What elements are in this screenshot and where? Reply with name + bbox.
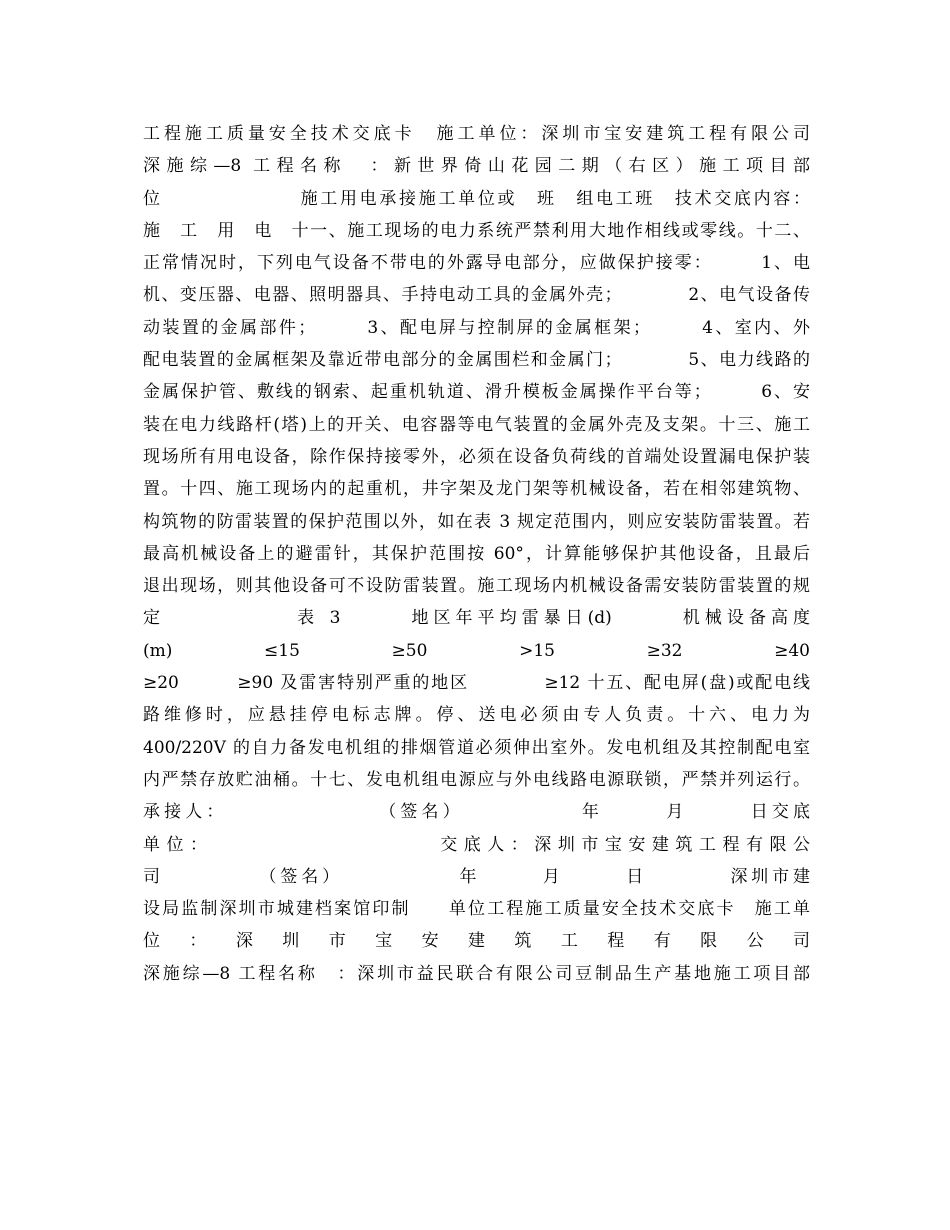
text-line: 设局监制深圳市城建档案馆印制 单位工程施工质量安全技术交底卡 施工单: [143, 899, 810, 920]
text-line: 装在电力线路杆(塔)上的开关、电容器等电气装置的金属外壳及支架。十三、施工: [143, 414, 810, 435]
text-line: 退出现场，则其他设备可不设防雷装置。施工现场内机械设备需安装防雷装置的规: [143, 576, 810, 597]
text-line: 动装置的金属部件； 3、配电屏与控制屏的金属框架； 4、室内、外: [143, 317, 810, 338]
text-line: 工程施工质量安全技术交底卡 施工单位：深圳市宝安建筑工程有限公司: [143, 124, 810, 144]
text-line: 金属保护管、敷线的钢索、起重机轨道、滑升模板金属操作平台等； 6、安: [143, 382, 810, 403]
text-line: 施 工 用 电 十一、施工现场的电力系统严禁利用大地作相线或零线。十二、: [143, 220, 810, 241]
text-line: 位 施工用电承接施工单位或 班 组电工班 技术交底内容：: [143, 188, 810, 209]
text-line: 最高机械设备上的避雷针，其保护范围按 60°，计算能够保护其他设备，且最后: [143, 543, 810, 564]
text-line: 位：深圳市宝安建筑工程有限公司: [143, 931, 810, 952]
text-line: 构筑物的防雷装置的保护范围以外，如在表 3 规定范围内，则应安装防雷装置。若: [143, 511, 810, 532]
text-line: 承接人： （签名） 年 月 日交底: [143, 802, 810, 823]
text-line: 内严禁存放贮油桶。十七、发电机组电源应与外电线路电源联锁，严禁并列运行。: [143, 769, 810, 790]
text-line: 机、变压器、电器、照明器具、手持电动工具的金属外壳； 2、电气设备传: [143, 285, 810, 306]
text-line: 司 （签名） 年 月 日 深圳市建: [143, 866, 810, 887]
text-line: 400/220V 的自力备发电机组的排烟管道必须伸出室外。发电机组及其控制配电室: [143, 737, 810, 758]
text-line: 现场所有用电设备，除作保持接零外，必须在设备负荷线的首端处设置漏电保护装: [143, 446, 810, 467]
text-line: (m) ≤15 ≥50 >15 ≥32 ≥40: [143, 640, 810, 661]
text-line: 定 表 3 地区年平均雷暴日(d) 机械设备高度: [143, 608, 810, 629]
text-line: 单位： 交底人：深圳市宝安建筑工程有限公: [143, 834, 810, 855]
text-line: 深施综—8 工程名称 ：深圳市益民联合有限公司豆制品生产基地施工项目部: [143, 963, 810, 984]
body-text: [143, 118, 810, 990]
text-line: 配电装置的金属框架及靠近带电部分的金属围栏和金属门； 5、电力线路的: [143, 350, 810, 371]
text-line: 路维修时，应悬挂停电标志牌。停、送电必须由专人负责。十六、电力为: [143, 705, 810, 726]
text-line: 置。十四、施工现场内的起重机，井字架及龙门架等机械设备，若在相邻建筑物、: [143, 479, 810, 500]
text-line: 深施综—8 工程名称 ：新世界倚山花园二期（右区）施工项目部: [143, 156, 810, 177]
text-line: ≥20 ≥90 及雷害特别严重的地区 ≥12 十五、配电屏(盘)或配电线: [143, 673, 810, 694]
text-line: 正常情况时，下列电气设备不带电的外露导电部分，应做保护接零： 1、电: [143, 253, 810, 274]
